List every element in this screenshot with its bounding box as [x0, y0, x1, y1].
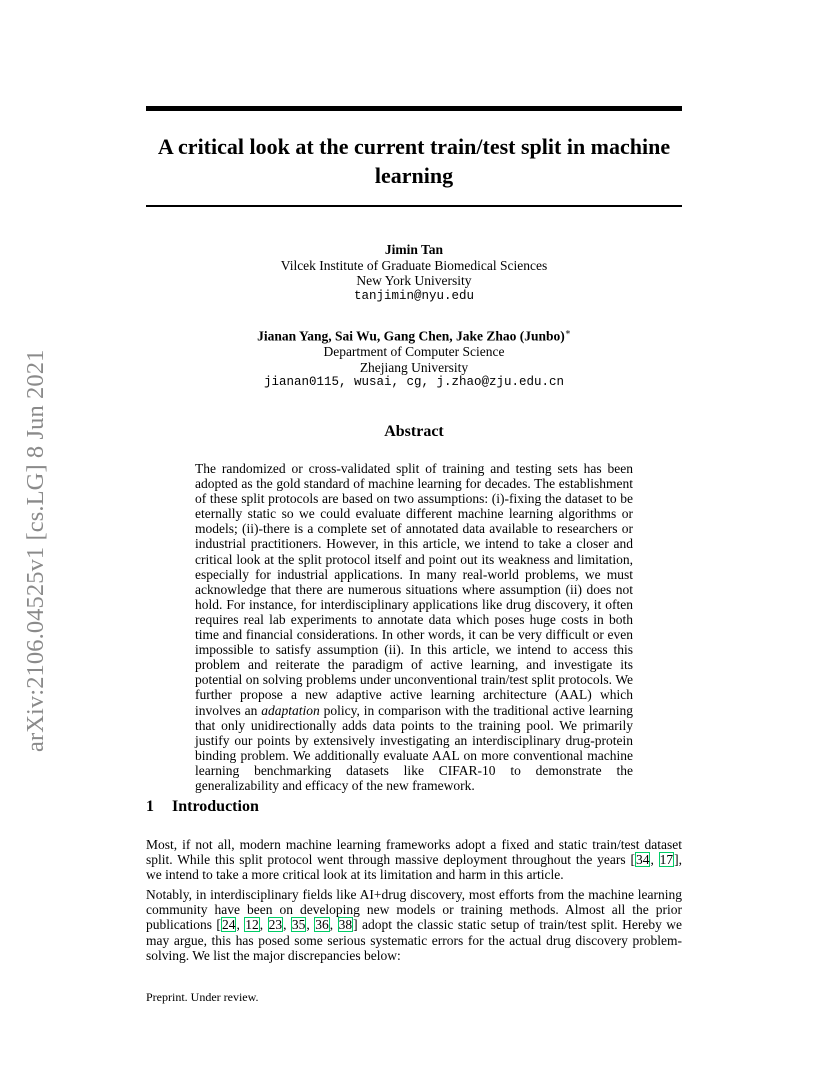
- author-name: [146, 325, 682, 344]
- author-institution: New York University: [356, 273, 472, 288]
- author-affiliation: Department of Computer Science: [323, 344, 505, 359]
- citation-link[interactable]: 23: [268, 917, 283, 933]
- section-heading-introduction: [146, 798, 682, 816]
- paragraph-text-continued: ], we intend to take a more critical look at its limitation and harm in this article.: [146, 852, 683, 883]
- author-affiliation: Vilcek Institute of Graduate Biomedical Sciences: [280, 257, 548, 273]
- author-name: Jimin Tan: [384, 242, 444, 257]
- author-block-1: [146, 242, 682, 304]
- abstract-body: [195, 461, 633, 793]
- intro-paragraph-2: Notably, in interdisciplinary fields like AI+drug discovery, most efforts from the machine learning community have been on developing new models or training methods. Almost all the prior publications [24, 12, 23, 35, 36, 38] adopt the classic static setup of train/test split. Hereby we may argue, this has posed some serious systematic errors for the actual drug discovery problem-solving. We list the major discrepancies below:: [146, 887, 683, 963]
- title-bottom-rule: [146, 205, 682, 207]
- corresponding-author-mark: ∗: [564, 327, 571, 337]
- paragraph-text: Notably, in interdisciplinary fields like AI+drug discovery, most efforts from the machine learning community have been on developing new models or training methods. Almost all the prior publications [: [146, 887, 682, 933]
- arxiv-identifier: arXiv:2106.04525v1 [cs.LG] 8 Jun 2021: [22, 349, 49, 752]
- abstract-text-continued: policy, in comparison with the traditional active learning that only unidirectionally adds data points to the training pool. We primarily justify our points by extensively investigating an interdisciplinary drug-protein binding problem. We additionally evaluate AAL on more conventional machine learning benchmarking datasets like CIFAR-10 to demonstrate the generalizability and efficacy of the new framework.: [195, 702, 633, 793]
- author-block-2: [146, 325, 682, 391]
- title-top-rule: [146, 106, 682, 111]
- citation-link[interactable]: 24: [221, 917, 236, 933]
- paragraph-text: Most, if not all, modern machine learning frameworks adopt a fixed and static train/test dataset split. While this split protocol went through massive deployment throughout the years [: [146, 837, 682, 868]
- abstract-emphasis: adaptation: [261, 702, 320, 718]
- paragraph-text-continued: ] adopt the classic static setup of train/test split. Hereby we may argue, this has posed some serious systematic errors for the actual drug discovery problem-solving. We list the major discrepancies below:: [146, 917, 683, 963]
- abstract-heading: Abstract: [384, 423, 444, 440]
- citation-link[interactable]: 34: [635, 852, 650, 868]
- citation-link[interactable]: 38: [338, 917, 353, 933]
- author-email: jianan0115, wusai, cg, j.zhao@zju.edu.cn: [263, 375, 565, 389]
- section-title: Introduction: [172, 798, 259, 815]
- citation-link[interactable]: 36: [315, 917, 329, 933]
- author-names: Jianan Yang, Sai Wu, Gang Chen, Jake Zhao (Junbo): [257, 328, 565, 344]
- citation-link[interactable]: 35: [291, 917, 306, 933]
- abstract-text: The randomized or cross-validated split of training and testing sets has been adopted as the gold standard of machine learning for decades. The establishment of these split protocols are based on two assumptions: (i)-fixing the dataset to be eternally static so we could evaluate different machine learning algorithms or models; (ii)-there is a complete set of annotated data available to researchers or industrial practitioners. However, in this article, we intend to take a closer and critical look at the split protocol itself and point out its weakness and limitation, especially for industrial applications. In many real-world problems, we must acknowledge that there are numerous situations where assumption (ii) does not hold. For instance, for interdisciplinary applications like drug discovery, it often requires real lab experiments to annotate data which poses huge costs in both time and financial considerations. In other words, it can be very difficult or even impossible to satisfy assumption (ii). In this article, we intend to access this problem and reiterate the paradigm of active learning, and investigate its potential on solving problems under unconventional train/test split protocols. We further propose a new adaptive active learning architecture (AAL) which involves an: [195, 461, 633, 718]
- paper-title: A critical look at the current train/test split in machine learning: [157, 134, 671, 188]
- citation-link[interactable]: 12: [245, 917, 259, 933]
- author-institution: Zhejiang University: [359, 359, 469, 375]
- citation-link[interactable]: 17: [659, 852, 674, 868]
- section-number: 1: [146, 798, 154, 815]
- author-email: tanjimin@nyu.edu: [353, 288, 475, 303]
- footer-note: Preprint. Under review.: [146, 990, 259, 1004]
- intro-paragraph-1: Most, if not all, modern machine learning frameworks adopt a fixed and static train/test dataset split. While this split protocol went through massive deployment throughout the years [34, 17], we intend to take a more critical look at its limitation and harm in this article.: [146, 837, 683, 883]
